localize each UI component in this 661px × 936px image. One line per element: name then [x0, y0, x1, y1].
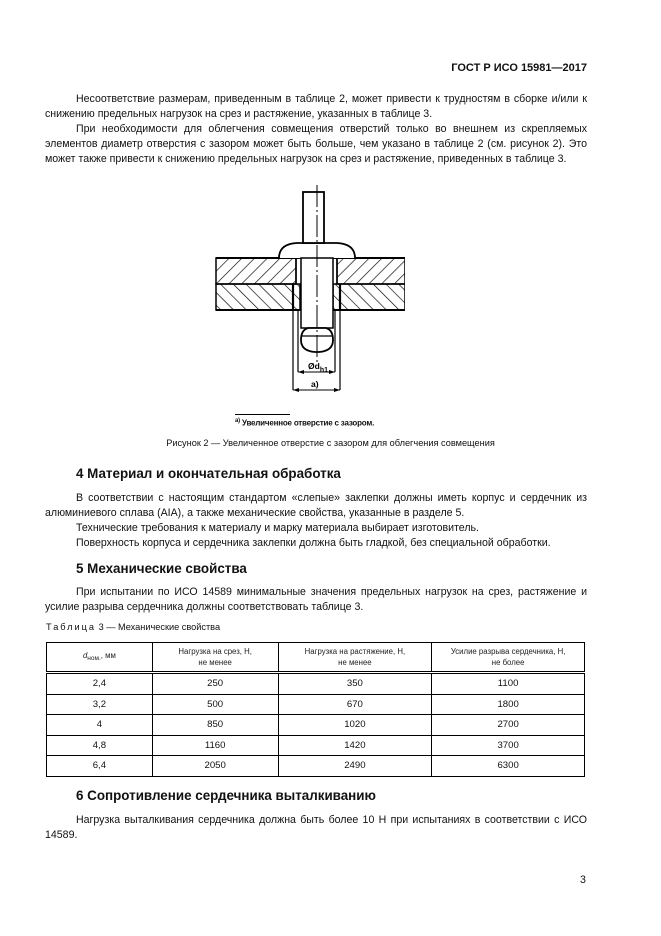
header-mandrel-break-load: Усилие разрыва сердечника, Н, не более	[432, 643, 585, 673]
rivet-hole-figure	[205, 180, 405, 415]
section-5-paragraph-1: При испытании по ИСО 14589 минимальные значения предельных нагрузок на срез, растяжение и усилие разрыва сердечника должны соответствовать таблице 3.	[45, 586, 587, 613]
section-4-paragraph-3: Поверхность корпуса и сердечника заклепки должна быть гладкой, без специальной обработки.	[76, 537, 551, 549]
section-6-paragraph-1: Нагрузка выталкивания сердечника должна быть более 10 Н при испытаниях в соответствии с ИСО 14589.	[45, 814, 587, 841]
intro-paragraph-2: При необходимости для облегчения совмещения отверстий только во внешнем из скрепляемых элементов диаметр отверстия с зазором может быть больше, чем указано в таблице 2 (см. рисунок 2). Это может также привести к снижению предельных нагрузок на срез и растяжение, приведенных в таблице 3.	[45, 123, 587, 165]
footnote-rule	[235, 414, 290, 415]
table-row: 4,8 1160 1420 3700	[47, 735, 585, 756]
table-header-row	[47, 643, 585, 673]
table-row: 2,4 250 350 1100	[47, 673, 585, 695]
figure-caption: Рисунок 2 — Увеличенное отверстие с зазором для облегчения совмещения	[166, 438, 495, 448]
mandrel	[303, 192, 324, 243]
dim-label-dh1: $Ød_{h1}$	[308, 361, 328, 374]
dim-label-a: a)	[311, 379, 319, 389]
table-row: 6,4 2050 2490 6300	[47, 756, 585, 777]
section-6-heading: 6 Сопротивление сердечника выталкиванию	[76, 788, 376, 803]
section-4-paragraph-2: Технические требования к материалу и марку материала выбирает изготовитель.	[76, 522, 479, 534]
table-3-caption: Таблица 3 — Механические свойства	[46, 622, 221, 632]
lower-plate-left	[216, 284, 300, 310]
section-4-heading: 4 Материал и окончательная обработка	[76, 466, 341, 481]
page-number: 3	[580, 874, 586, 886]
figure-footnote: $^{a)}$ Увеличенное отверстие с зазором.	[235, 418, 375, 428]
section-4-paragraph-1: В соответствии с настоящим стандартом «слепые» заклепки должны иметь корпус и сердечник из алюминиевого сплава (AIA), а также механические свойства, указанные в разделе 5.	[45, 492, 587, 519]
upper-plate-right	[337, 258, 405, 284]
upper-plate-left	[216, 258, 296, 284]
header-nominal-diameter: $d_{ном.}$, мм	[47, 643, 153, 673]
header-shear-load: Нагрузка на срез, Н, не менее	[152, 643, 278, 673]
table-row: 4 850 1020 2700	[47, 715, 585, 736]
section-5-heading: 5 Механические свойства	[76, 561, 247, 576]
header-tensile-load: Нагрузка на растяжение, Н, не менее	[278, 643, 432, 673]
lower-plate-right	[333, 284, 405, 310]
document-code-header: ГОСТ Р ИСО 15981—2017	[451, 62, 587, 74]
intro-paragraph-1: Несоответствие размерам, приведенным в таблице 2, может привести к трудностям в сборке и/или к снижению предельных нагрузок на срез и растяжение, указанных в таблице 3.	[45, 93, 587, 120]
mechanical-properties-table	[46, 642, 585, 777]
table-row: 3,2 500 670 1800	[47, 694, 585, 715]
